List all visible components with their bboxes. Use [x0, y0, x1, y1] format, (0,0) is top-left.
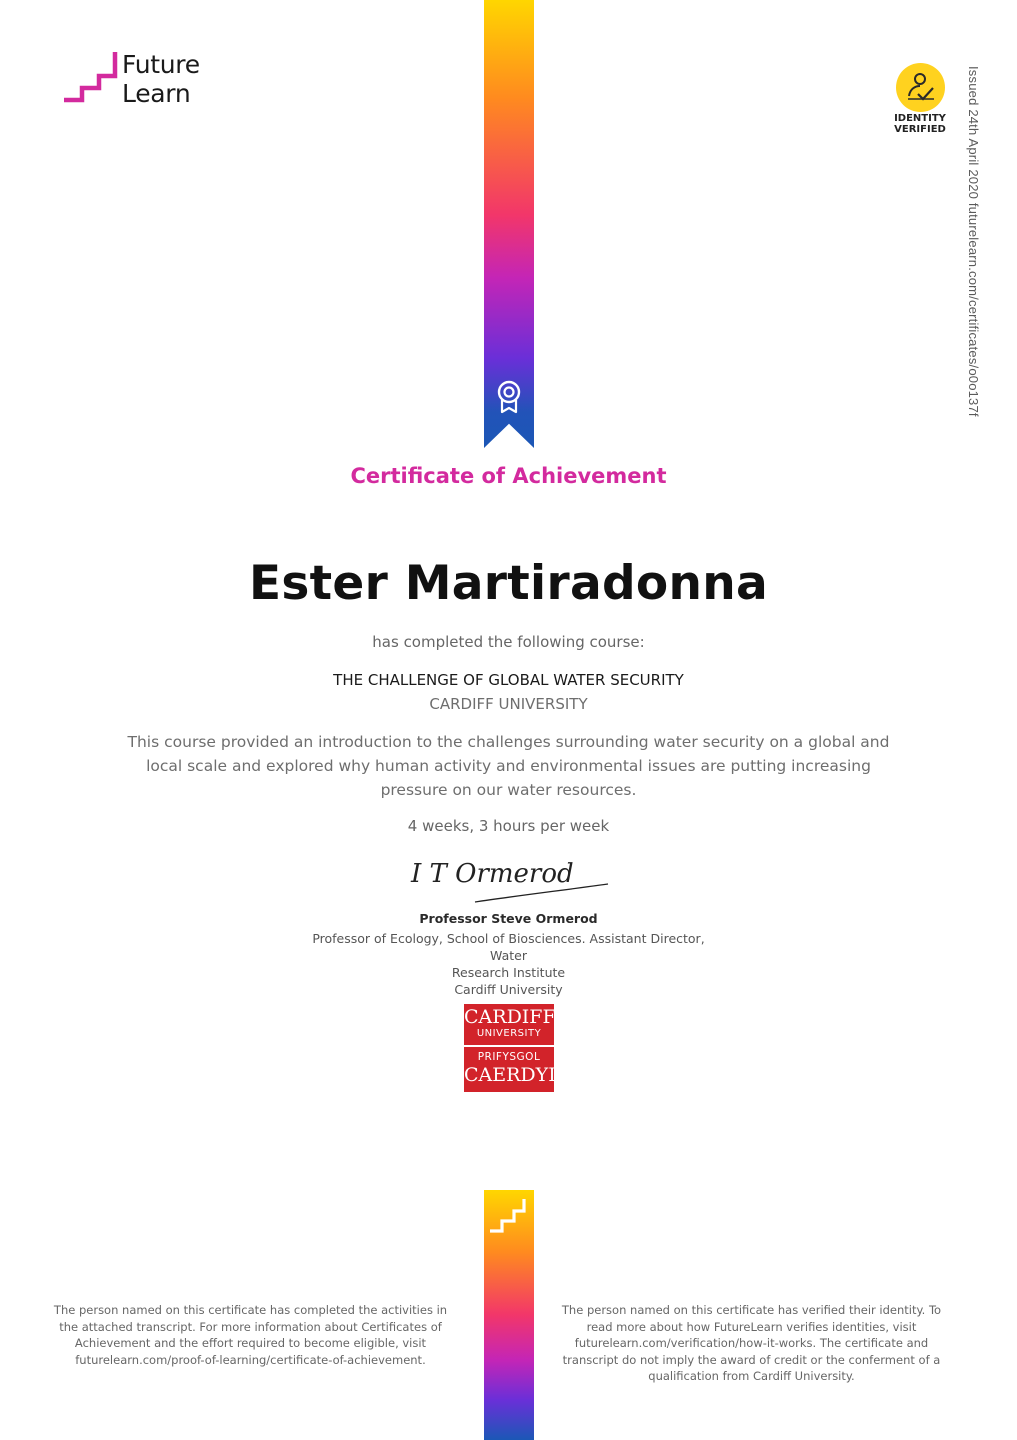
- issued-date-url: Issued 24th April 2020 futurelearn.com/certificates/o0o137f: [966, 66, 981, 417]
- course-duration: 4 weeks, 3 hours per week: [407, 817, 610, 835]
- course-organisation: CARDIFF UNIVERSITY: [429, 695, 588, 713]
- completed-text: has completed the following course:: [372, 633, 645, 651]
- signatory-role-line-2: Research Institute: [451, 965, 566, 980]
- identity-verified-label: [880, 113, 960, 135]
- verified-user-icon: [904, 70, 938, 104]
- badge-line-1: IDENTITY: [894, 113, 946, 124]
- logo-wordmark: [122, 50, 200, 108]
- svg-text:I T Ormerod: I T Ormerod: [411, 859, 574, 889]
- logo-text-cardiff: CARDIFF: [464, 1006, 556, 1028]
- course-description: This course provided an introduction to the challenges surrounding water security on a global and local scale and explored why human activity and environmental issues are putting increasing pressure on our water resources.: [127, 733, 890, 799]
- signature-image: [405, 852, 615, 910]
- logo-text-university: UNIVERSITY: [476, 1028, 542, 1039]
- logo-line-2: Learn: [122, 79, 191, 108]
- badge-line-2: VERIFIED: [894, 124, 946, 135]
- award-icon: [494, 379, 524, 415]
- footer-identity-note: The person named on this certificate has verified their identity. To read more about how FutureLearn verifies identities, visit futurelearn.com/verification/how-it-works. The certificate and transcript do not imply the award of credit or the conferment of a qualification from Cardiff University.: [561, 1303, 942, 1383]
- signatory-name: Professor Steve Ormerod: [419, 911, 598, 926]
- logo-divider: [464, 1045, 554, 1047]
- logo-text-prifysgol: PRIFYSGOL: [477, 1051, 541, 1063]
- signatory-institution: Cardiff University: [454, 982, 563, 997]
- logo-line-1: Future: [122, 50, 200, 79]
- recipient-name: Ester Martiradonna: [248, 556, 769, 611]
- certificate-title: Certificate of Achievement: [350, 464, 667, 488]
- signatory-role-line-1: Professor of Ecology, School of Biosciences. Assistant Director, Water: [312, 931, 705, 963]
- footer-learning-note: The person named on this certificate has completed the activities in the attached transcript. For more information about Certificates of Achievement and the effort required to become eligible, visit futurelearn.com/proof-of-learning/certificate-of-achievement.: [53, 1303, 448, 1367]
- course-title: THE CHALLENGE OF GLOBAL WATER SECURITY: [333, 671, 684, 689]
- signatory-role: [296, 930, 721, 998]
- logo-text-caerdydd: CAERDYDD: [464, 1064, 579, 1086]
- stairs-logo-icon: [488, 1196, 530, 1236]
